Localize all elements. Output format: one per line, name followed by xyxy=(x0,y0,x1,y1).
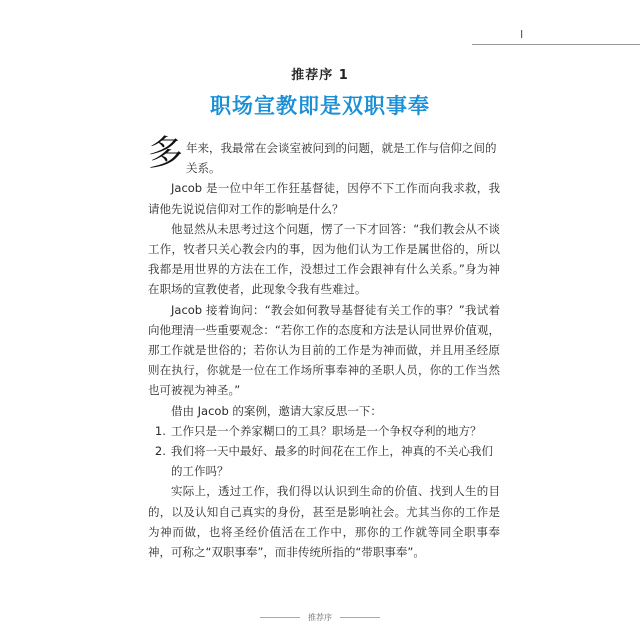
section-kicker: 推荐序 1 xyxy=(291,68,349,83)
drop-cap: 多 xyxy=(148,134,184,174)
list-item xyxy=(148,421,500,441)
closing-paragraph: 实际上，透过工作，我们得以认识到生命的价值、找到人生的目的，以及认知自己真实的身份，甚至是影响社会。尤其当你的工作是为神而做，也将圣经价值活在工作中，那你的工作就等同全职事奉神，可称之“双职事奉”，而非传统所指的“带职事奉”。 xyxy=(148,484,500,560)
list-item xyxy=(148,441,500,481)
first-paragraph-text: 年来，我最常在会谈室被问到的问题，就是工作与信仰之间的关系。 xyxy=(186,141,497,176)
footer-rule-right xyxy=(340,617,380,618)
paragraph: 他显然从未思考过这个问题，愣了一下才回答：“我们教会从不谈工作，牧者只关心教会内的事，因为他们认为工作是属世俗的，所以我都是用世界的方法在工作，没想过工作会跟神有什么关系。”身为神在职场的宣教使者，此现象令我有些难过。 xyxy=(148,221,500,297)
page-title: 职场宣教即是双职事奉 xyxy=(210,94,430,118)
footer-rule-left xyxy=(260,617,300,618)
list-text: 工作只是一个养家糊口的工具？职场是一个争权夺利的地方？ xyxy=(171,423,482,438)
body-text xyxy=(148,134,500,562)
first-paragraph xyxy=(148,134,500,178)
paragraph: Jacob 接着询问：“教会如何教导基督徒有关工作的事？”我试着向他理清一些重要观念：“若你工作的态度和方法是认同世界价值观，那工作就是世俗的；若你认为目前的工作是为神而做，并且用圣经原则在执行，你就是一位在工作场所事奉神的圣职人员，你的工作当然也可被视为神圣。” xyxy=(148,302,500,398)
page-footer xyxy=(0,612,640,623)
list-text: 我们将一天中最好、最多的时间花在工作上，神真的不关心我们的工作吗？ xyxy=(171,444,493,479)
paragraph: Jacob 是一位中年工作狂基督徒，因停不下工作而向我求救，我请他先说说信仰对工作的影响是什么？ xyxy=(148,181,500,216)
footer-label: 推荐序 xyxy=(308,613,332,622)
list-number: 1. xyxy=(154,423,166,438)
list-number: 2. xyxy=(154,444,166,459)
header-rule xyxy=(472,44,640,45)
paragraph: 借由 Jacob 的案例，邀请大家反思一下： xyxy=(171,403,382,418)
page-number: I xyxy=(520,28,524,41)
